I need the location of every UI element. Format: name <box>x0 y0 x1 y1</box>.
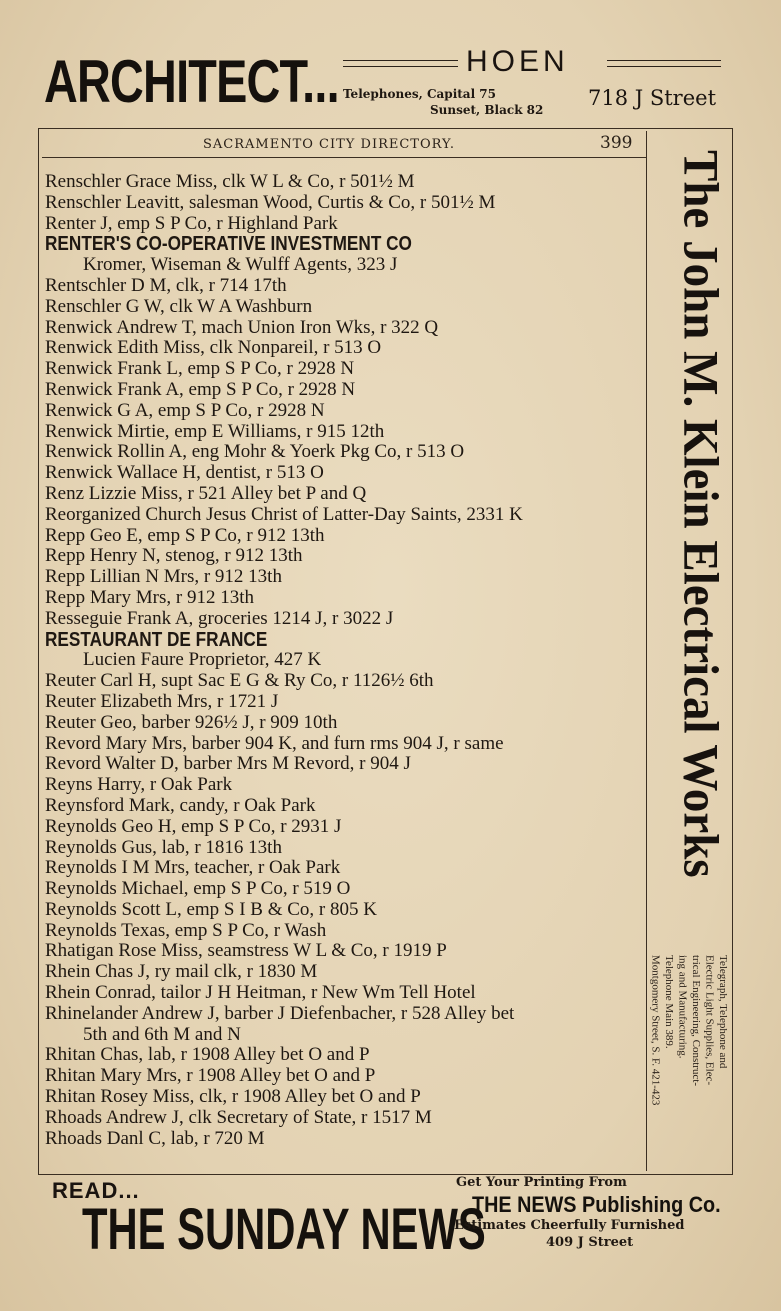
directory-entry: Renschler G W, clk W A Washburn <box>45 295 313 317</box>
directory-entry: Reyns Harry, r Oak Park <box>45 774 233 796</box>
directory-entry: Repp Henry N, stenog, r 912 13th <box>45 545 303 567</box>
directory-entry: Renwick G A, emp S P Co, r 2928 N <box>45 399 325 421</box>
hoen-name: HOEN <box>466 45 569 78</box>
klein-electrical-description <box>651 955 729 1160</box>
directory-entry: Repp Lillian N Mrs, r 912 13th <box>45 566 282 588</box>
directory-entry: Rentschler D M, clk, r 714 17th <box>45 274 287 296</box>
directory-entry: Repp Mary Mrs, r 912 13th <box>45 586 254 608</box>
directory-entry: Reuter Carl H, supt Sac E G & Ry Co, r 1126½ 6th <box>45 670 434 692</box>
directory-entry: Repp Geo E, emp S P Co, r 912 13th <box>45 524 325 546</box>
telephone-line-2: Sunset, Black 82 <box>430 103 544 117</box>
directory-entry: Rhatigan Rose Miss, seamstress W L & Co, r 1919 P <box>45 940 447 962</box>
directory-entries <box>45 172 650 1149</box>
directory-entry: Rhoads Danl C, lab, r 720 M <box>45 1127 265 1149</box>
directory-entry: Renwick Mirtie, emp E Williams, r 915 12th <box>45 420 385 442</box>
news-publishing-name: THE NEWS Publishing Co. <box>472 1192 721 1217</box>
architect-headline: ARCHITECT... <box>44 48 339 115</box>
side-desc-line: Telegraph, Telephone and <box>717 955 729 1069</box>
printing-tagline: Get Your Printing From <box>456 1175 627 1190</box>
page-number: 399 <box>600 133 633 153</box>
hoen-rule-left <box>343 60 458 67</box>
directory-entry: Renter J, emp S P Co, r Highland Park <box>45 212 338 234</box>
directory-entry: Reynolds Gus, lab, r 1816 13th <box>45 836 282 858</box>
telephone-line-1: Telephones, Capital 75 <box>343 87 496 101</box>
directory-entry: Reynsford Mark, candy, r Oak Park <box>45 794 316 816</box>
directory-entry: Renschler Leavitt, salesman Wood, Curtis & Co, r 501½ M <box>45 191 496 213</box>
directory-entry: Rhitan Mary Mrs, r 1908 Alley bet O and P <box>45 1065 376 1087</box>
directory-entry: Resseguie Frank A, groceries 1214 J, r 3022 J <box>45 607 394 629</box>
directory-entry: Renwick Andrew T, mach Union Iron Wks, r 322 Q <box>45 316 439 338</box>
directory-entry: Reynolds Michael, emp S P Co, r 519 O <box>45 878 351 900</box>
directory-entry: Reynolds I M Mrs, teacher, r Oak Park <box>45 857 341 879</box>
directory-entry: Revord Walter D, barber Mrs M Revord, r 904 J <box>45 753 411 775</box>
side-desc-line: Electric Light Supplies, Elec- <box>703 955 716 1086</box>
architect-address: 718 J Street <box>588 86 717 110</box>
directory-entry: Kromer, Wiseman & Wulff Agents, 323 J <box>83 254 398 276</box>
directory-entry: Reynolds Scott L, emp S I B & Co, r 805 K <box>45 898 377 920</box>
side-desc-line: trical Engineering, Construct- <box>690 955 702 1087</box>
directory-entry: Renz Lizzie Miss, r 521 Alley bet P and Q <box>45 482 367 504</box>
header-rule <box>42 157 646 158</box>
firm-entry: RENTER'S CO-OPERATIVE INVESTMENT CO <box>45 233 412 256</box>
estimates-line: Estimates Cheerfully Furnished <box>454 1218 685 1233</box>
sunday-news-title: THE SUNDAY NEWS <box>82 1197 486 1262</box>
directory-entry: Reuter Geo, barber 926½ J, r 909 10th <box>45 711 338 733</box>
side-desc-line: Telephone Main 389. <box>663 955 675 1049</box>
directory-entry: Rhoads Andrew J, clk Secretary of State, r 1517 M <box>45 1106 432 1128</box>
directory-entry: 5th and 6th M and N <box>83 1023 241 1045</box>
side-desc-line: Montgomery Street, S. F. 421-423 <box>649 955 662 1106</box>
hoen-rule-right <box>607 60 721 67</box>
directory-entry: Renwick Edith Miss, clk Nonpareil, r 513 O <box>45 337 382 359</box>
directory-entry: Rhein Conrad, tailor J H Heitman, r New Wm Tell Hotel <box>45 982 476 1004</box>
directory-entry: Reynolds Geo H, emp S P Co, r 2931 J <box>45 815 342 837</box>
directory-entry: Renwick Frank L, emp S P Co, r 2928 N <box>45 358 355 380</box>
directory-entry: Renwick Rollin A, eng Mohr & Yoerk Pkg Co, r 513 O <box>45 441 465 463</box>
publisher-address: 409 J Street <box>546 1235 634 1250</box>
read-label: READ... <box>52 1178 140 1203</box>
directory-entry: Rhein Chas J, ry mail clk, r 1830 M <box>45 961 318 983</box>
directory-entry: Rhinelander Andrew J, barber J Diefenbacher, r 528 Alley bet <box>45 1002 515 1024</box>
directory-entry: Rhitan Chas, lab, r 1908 Alley bet O and P <box>45 1044 370 1066</box>
directory-entry: Rhitan Rosey Miss, clk, r 1908 Alley bet O and P <box>45 1086 421 1108</box>
directory-entry: Lucien Faure Proprietor, 427 K <box>83 649 322 671</box>
firm-entry: RESTAURANT DE FRANCE <box>45 628 268 651</box>
directory-entry: Reynolds Texas, emp S P Co, r Wash <box>45 919 327 941</box>
directory-entry: Revord Mary Mrs, barber 904 K, and furn rms 904 J, r same <box>45 732 504 754</box>
side-desc-line: ing and Manufacturing. <box>676 955 689 1059</box>
directory-entry: Renschler Grace Miss, clk W L & Co, r 501½ M <box>45 171 415 192</box>
directory-entry: Renwick Wallace H, dentist, r 513 O <box>45 462 324 484</box>
directory-entry: Reorganized Church Jesus Christ of Latter-Day Saints, 2331 K <box>45 503 523 525</box>
directory-entry: Reuter Elizabeth Mrs, r 1721 J <box>45 690 279 712</box>
directory-entry: Renwick Frank A, emp S P Co, r 2928 N <box>45 378 356 400</box>
klein-electrical-title: The John M. Klein Electrical Works <box>672 150 728 878</box>
running-head-title: SACRAMENTO CITY DIRECTORY. <box>203 137 456 152</box>
